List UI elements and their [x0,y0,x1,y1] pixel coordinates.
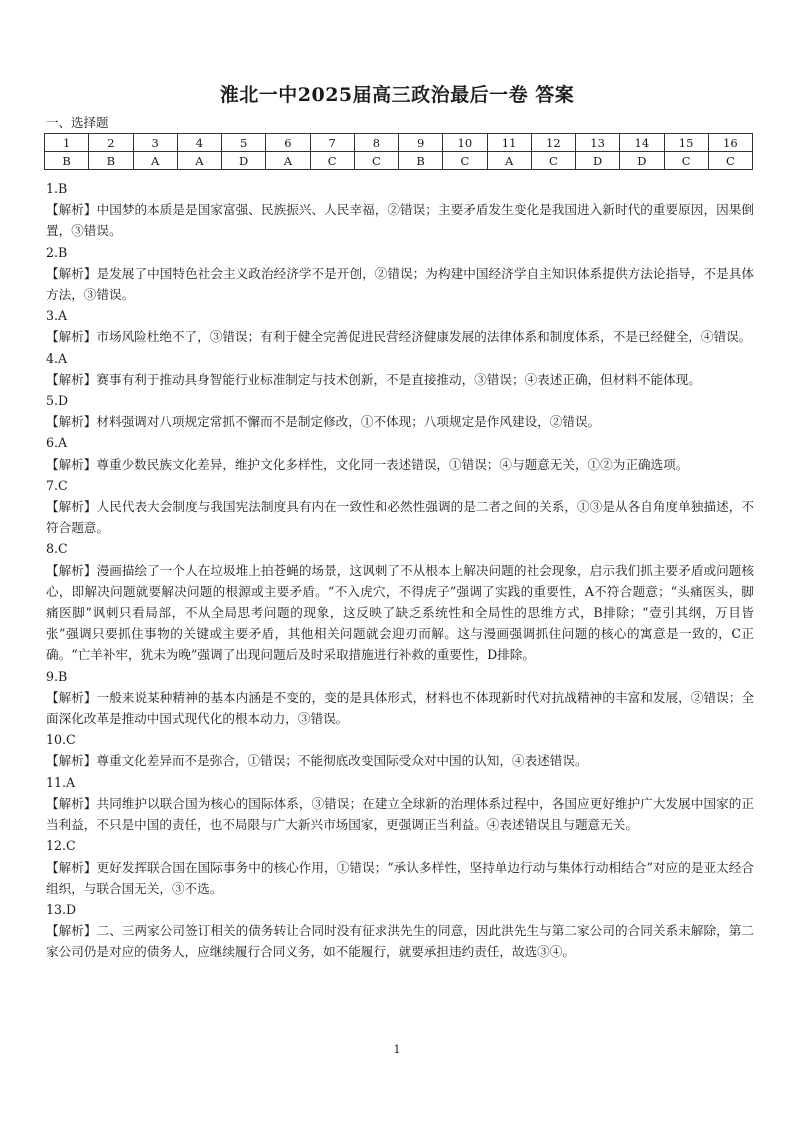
question-number-cell: 7 [310,134,354,152]
answer-number: 4.A [46,350,68,366]
answer-cell: C [664,152,708,170]
answer-cell: A [266,152,310,170]
answer-cell: B [45,152,89,170]
explanation-text: 【解析】人民代表大会制度与我国宪法制度具有内在一致性和必然性强调的是二者之间的关系，①③是从各自角度单独描述，不符合题意。 [46,499,754,536]
answer-cell: D [222,152,266,170]
answer-number: 1.B [46,181,68,196]
answer-number: 2.B [46,244,68,260]
explanation-text: 【解析】赛事有利于推动具身智能行业标准制定与技术创新，不是直接推动，③错误；④表述正确，但材料不能体现。 [46,371,701,387]
answer-cell: D [620,152,664,170]
answer-cell: B [89,152,133,170]
answer-number: 13.D [46,901,77,917]
answer-number: 11.A [46,774,76,790]
explanation-text: 【解析】中国梦的本质是是国家富强、民族振兴、人民幸福，②错误；主要矛盾发生变化是我国进入新时代的重要原因，因果倒置，③错误。 [46,202,754,239]
question-number-cell: 2 [89,134,133,152]
answer-cell: D [576,152,620,170]
explanation-text: 【解析】材料强调对八项规定常抓不懈而不是制定修改，①不体现；八项规定是作风建设，②错误。 [46,414,601,430]
question-number-cell: 12 [531,134,575,152]
explanation-text: 【解析】一般来说某种精神的基本内涵是不变的，变的是具体形式，材料也不体现新时代对抗战精神的丰富和发展，②错误；全面深化改革是推动中国式现代化的根本动力，③错误。 [46,689,754,727]
answer-cell: C [310,152,354,170]
question-number-cell: 10 [443,134,487,152]
explanation-text: 【解析】尊重少数民族文化差异，维护文化多样性，文化同一表述错误，①错误；④与题意无关，①②为正确选项。 [46,456,689,472]
question-number-cell: 1 [45,134,89,152]
answer-number: 5.D [46,393,69,409]
explanations [46,178,754,963]
answer-cell: A [177,152,221,170]
explanation-text: 【解析】是发展了中国特色社会主义政治经济学不是开创，②错误；为构建中国经济学自主知识体系提供方法论指导，不是具体方法，③错误。 [46,265,754,303]
question-number-cell: 13 [576,134,620,152]
explanation-text: 【解析】尊重文化差异而不是弥合，①错误；不能彻底改变国际受众对中国的认知，④表述错误。 [46,753,588,769]
explanation-text: 【解析】市场风险杜绝不了，③错误；有利于健全完善促进民营经济健康发展的法律体系和制度体系，不是已经健全，④错误。 [46,329,752,345]
page-number: 1 [393,1043,401,1056]
explanation-text: 【解析】更好发挥联合国在国际事务中的核心作用，①错误；“承认多样性，坚持单边行动与集体行动相结合”对应的是亚太经合组织，与联合国无关，③不选。 [46,859,754,896]
question-number-cell: 5 [222,134,266,152]
question-number-cell: 4 [177,134,221,152]
answer-cell: A [133,152,177,170]
answer-number: 12.C [46,838,76,854]
explanation-text: 【解析】二、三两家公司签订相关的债务转让合同时没有征求洪先生的同意，因此洪先生与第二家公司的合同关系未解除，第二家公司仍是对应的债务人，应继续履行合同义务，如不能履行，就要承担违约责任，故选③④。 [46,923,754,960]
answer-cell: C [354,152,398,170]
answer-cell: C [443,152,487,170]
question-number-cell: 8 [354,134,398,152]
section-heading: 一、选择题 [46,115,109,130]
answer-letter-row [45,152,753,170]
answer-number-row [45,134,753,152]
answer-number: 6.A [46,435,68,451]
answer-cell: B [399,152,443,170]
question-number-cell: 9 [399,134,443,152]
explanation-text: 【解析】漫画描绘了一个人在垃圾堆上拍苍蝇的场景，这讽刺了不从根本上解决问题的社会现象，启示我们抓主要矛盾或问题核心，即解决问题就要解决问题的根源或主要矛盾。“不入虎穴，不得虎子”强调了实践的重要性，A不符合题意；“头痛医头，脚痛医脚”讽刺只看局部，不从全局思考问题的现象，这反映了缺乏系统性和全局性的思维方式，B排除；“壹引其纲，万目皆张”强调只要抓住事物的关键或主要矛盾，其他相关问题就会迎刃而解。这与漫画强调抓住问题的核心的寓意是一致的，C正确。“亡羊补牢，犹未为晚”强调了出现问题后及时采取措施进行补救的重要性，D排除。 [46,562,754,663]
answer-number: 10.C [46,732,76,748]
question-number-cell: 6 [266,134,310,152]
question-number-cell: 11 [487,134,531,152]
answer-number: 9.B [46,668,68,684]
question-number-cell: 16 [708,134,752,152]
answer-number: 3.A [46,308,68,324]
answer-number: 7.C [46,477,68,493]
page-title: 淮北一中2025届高三政治最后一卷 答案 [219,84,575,106]
question-number-cell: 3 [133,134,177,152]
answer-cell: C [708,152,752,170]
question-number-cell: 15 [664,134,708,152]
answer-number: 8.C [46,541,68,557]
explanation-text: 【解析】共同维护以联合国为核心的国际体系，③错误；在建立全球新的治理体系过程中，各国应更好维护广大发展中国家的正当利益，不只是中国的责任，也不局限与广大新兴市场国家，更强调正当利益。④表述错误且与题意无关。 [46,795,754,833]
question-number-cell: 14 [620,134,664,152]
answer-table [44,133,753,170]
answer-cell: A [487,152,531,170]
answer-cell: C [531,152,575,170]
